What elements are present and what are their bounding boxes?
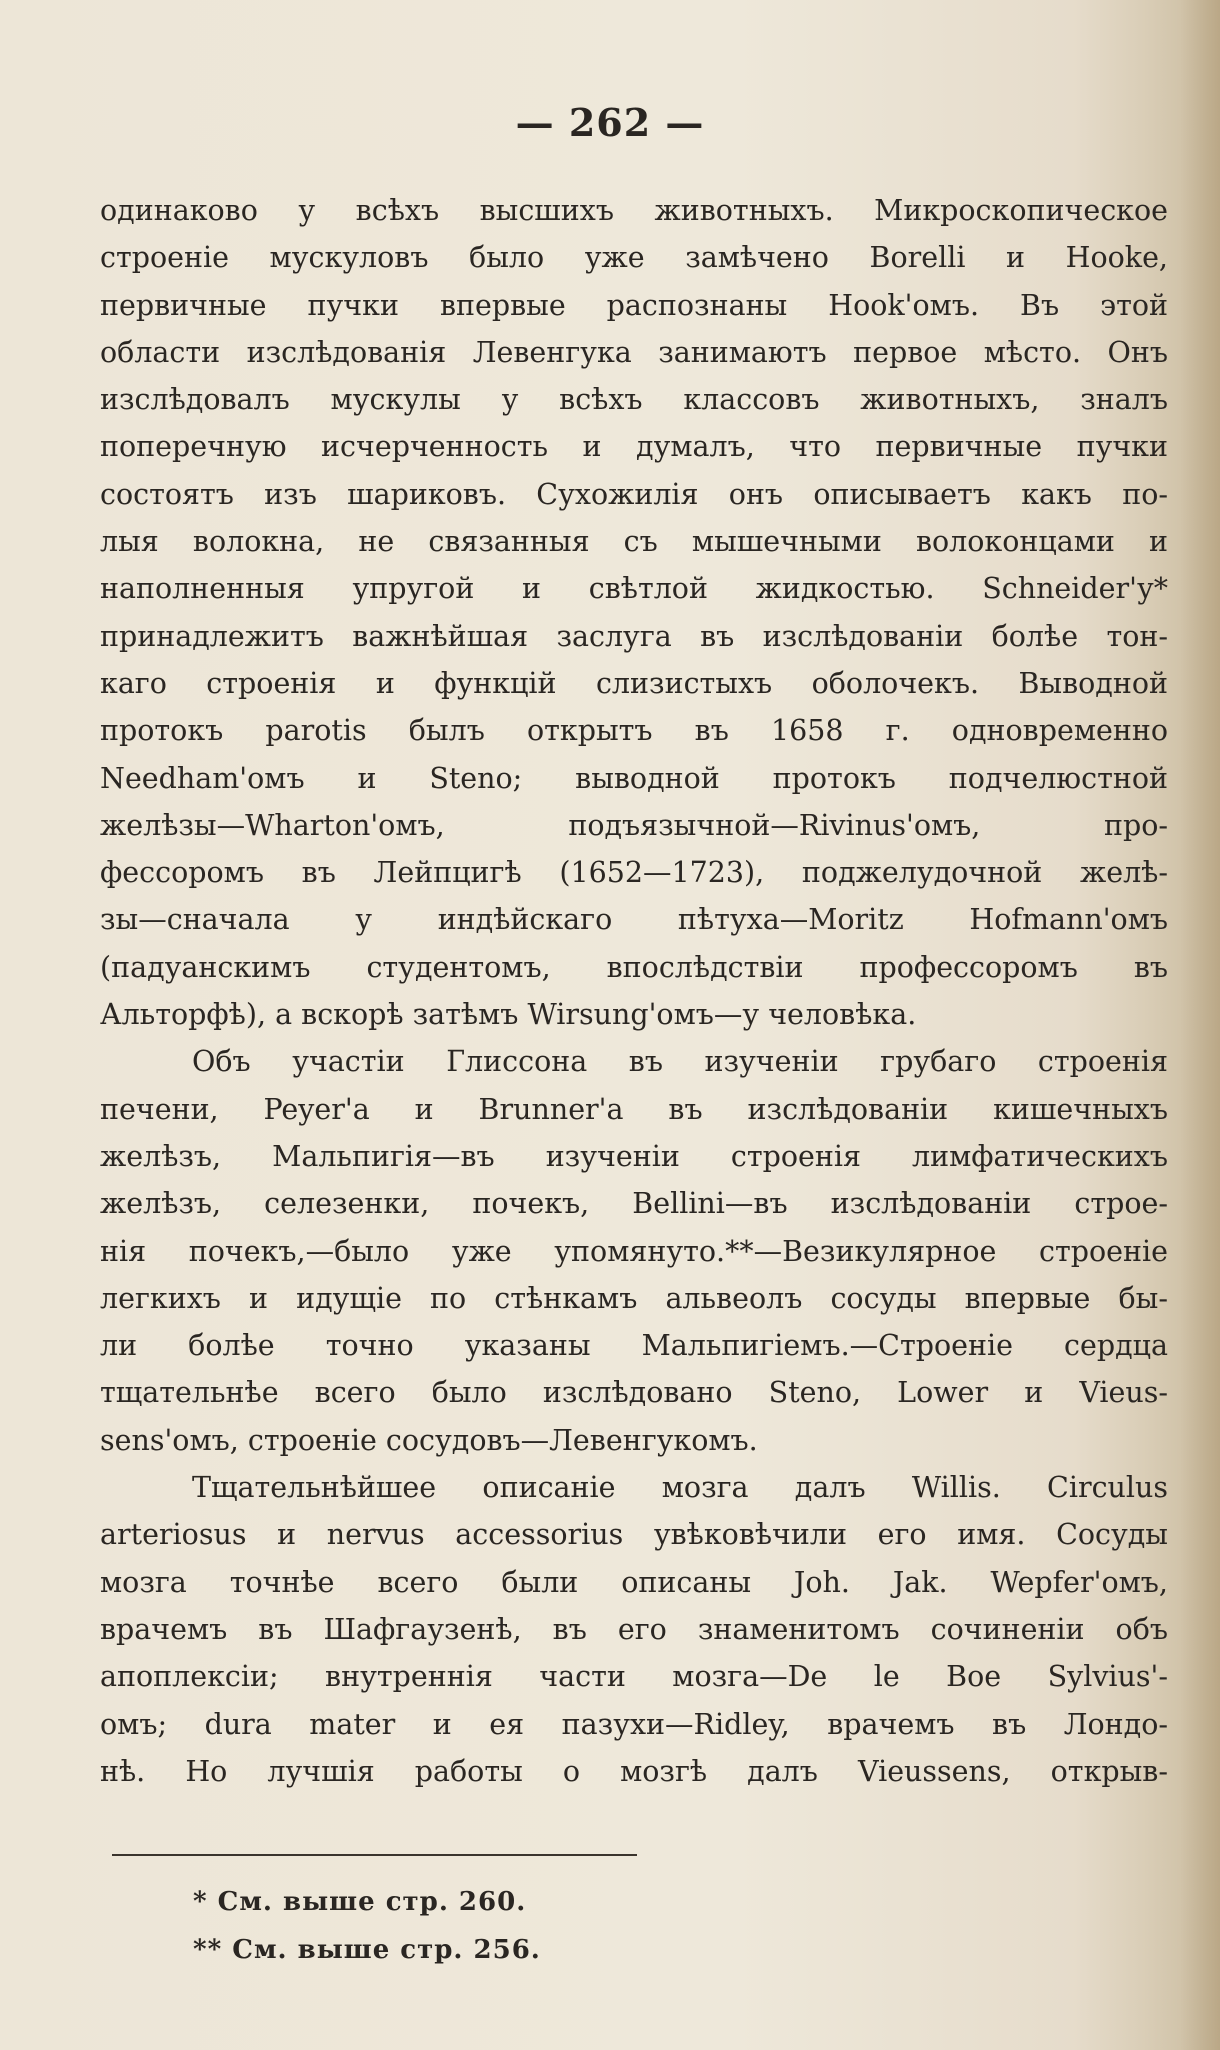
text-line: фессоромъ въ Лейпцигѣ (1652—1723), поджелудочной желѣ- [100,856,1168,890]
text-line: строеніе мускуловъ было уже замѣчено Borelli и Hooke, [100,241,1168,275]
text-line: поперечную исчерченность и думалъ, что первичные пучки [100,430,1168,464]
text-line: (падуанскимъ студентомъ, впослѣдствіи профессоромъ въ [100,950,1168,984]
text-line: ли болѣе точно указаны Мальпигіемъ.—Строеніе сердца [100,1329,1168,1363]
text-line: тщательнѣе всего было изслѣдовано Steno, Lower и Vieus- [100,1376,1168,1410]
page-edge-shadow [1180,0,1220,2050]
text-line: нѣ. Но лучшія работы о мозгѣ далъ Vieussens, открыв- [100,1754,1168,1788]
text-line: Объ участіи Глиссона въ изученіи грубаго строенія [192,1045,1168,1079]
footnotes [193,1878,793,1974]
footnote: ** См. выше стр. 256. [193,1935,541,1965]
text-line: принадлежитъ важнѣйшая заслуга въ изслѣдованіи болѣе тон- [100,619,1168,653]
body-text [100,187,1168,1795]
text-line: каго строенія и функцій слизистыхъ оболочекъ. Выводной [100,666,1168,700]
text-line: легкихъ и идущіе по стѣнкамъ альвеолъ сосуды впервые бы- [100,1281,1168,1315]
text-line: печени, Peyer'a и Brunner'a въ изслѣдованіи кишечныхъ [100,1092,1168,1126]
text-line: Альторфѣ), а вскорѣ затѣмъ Wirsung'омъ—у человѣка. [100,998,917,1032]
text-line: желѣзъ, Мальпигія—въ изученіи строенія лимфатическихъ [100,1139,1168,1173]
text-line: первичные пучки впервые распознаны Hook'омъ. Въ этой [100,288,1168,322]
footnote: * См. выше стр. 260. [193,1887,527,1917]
text-line: нія почекъ,—было уже упомянуто.**—Везикулярное строеніе [100,1234,1168,1268]
footnote-divider [112,1854,637,1856]
text-line: апоплексіи; внутреннія части мозга—De le Boe Sylvius'- [100,1660,1168,1694]
page-number: — 262 — [515,100,705,145]
text-line: лыя волокна, не связанныя съ мышечными волоконцами и [100,525,1168,559]
text-line: мозга точнѣе всего были описаны Joh. Jak. Wepfer'омъ, [100,1565,1168,1599]
text-line: arteriosus и nervus accessorius увѣковѣчили его имя. Сосуды [100,1518,1168,1552]
text-line: Тщательнѣйшее описаніе мозга далъ Willis. Circulus [192,1471,1168,1505]
text-line: желѣзы—Wharton'омъ, подъязычной—Rivinus'омъ, про- [100,808,1168,842]
text-line: изслѣдовалъ мускулы у всѣхъ классовъ животныхъ, зналъ [100,383,1168,417]
text-line: Needham'омъ и Steno; выводной протокъ подчелюстной [100,761,1168,795]
text-line: наполненныя упругой и свѣтлой жидкостью. Schneider'у* [100,572,1168,606]
text-line: омъ; dura mater и ея пазухи—Ridley, врачемъ въ Лондо- [100,1707,1168,1741]
text-line: зы—сначала у индѣйскаго пѣтуха—Moritz Hofmann'омъ [100,903,1168,937]
text-line: желѣзъ, селезенки, почекъ, Bellini—въ изслѣдованіи строе- [100,1187,1168,1221]
text-line: врачемъ въ Шафгаузенѣ, въ его знаменитомъ сочиненіи объ [100,1612,1168,1646]
text-line: одинаково у всѣхъ высшихъ животныхъ. Микроскопическое [100,194,1168,227]
text-line: sens'омъ, строеніе сосудовъ—Левенгукомъ. [100,1423,758,1457]
text-line: состоятъ изъ шариковъ. Сухожилія онъ описываетъ какъ по- [100,477,1168,511]
text-line: области изслѣдованія Левенгука занимаютъ первое мѣсто. Онъ [100,335,1168,369]
text-line: протокъ parotis былъ открытъ въ 1658 г. одновременно [100,714,1168,748]
